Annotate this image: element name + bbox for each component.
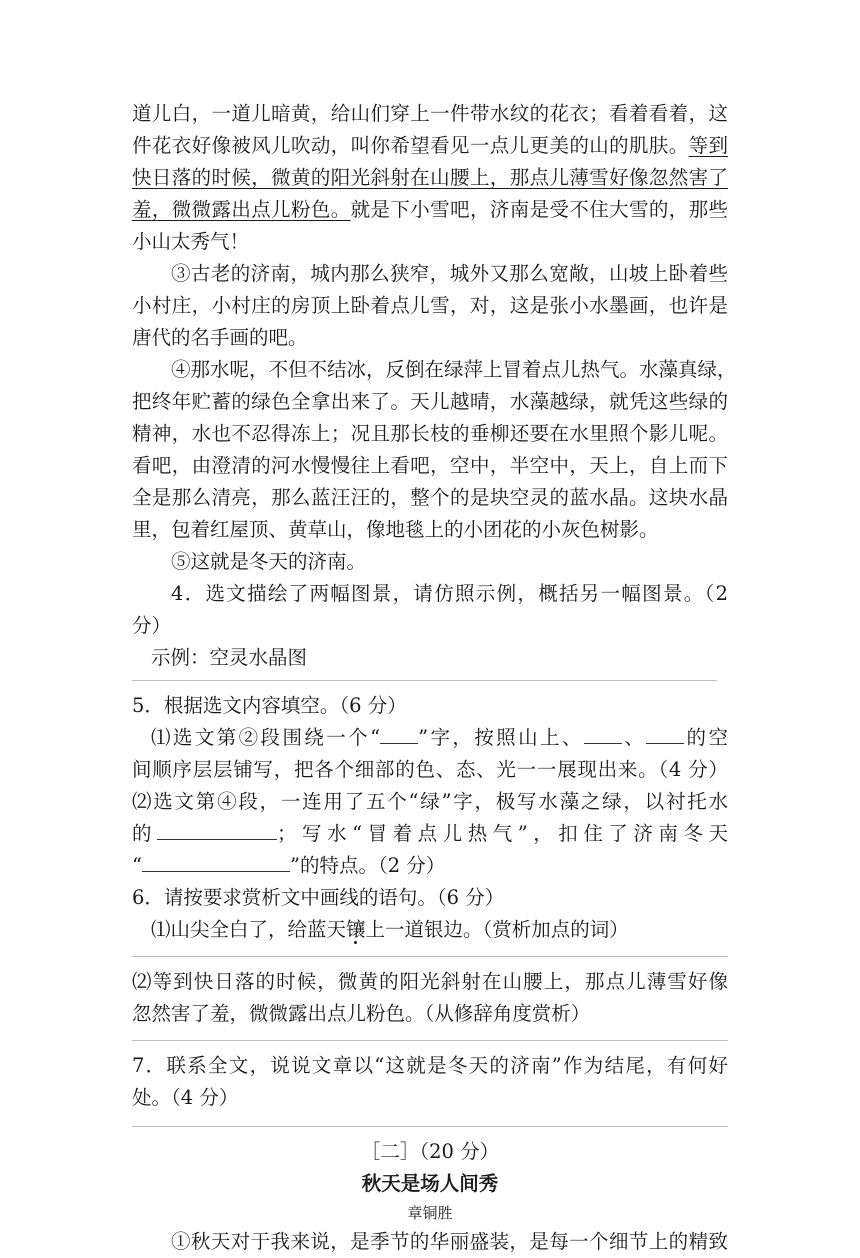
question-5-2-line-3 [132,850,728,882]
paragraph-2-line-1: 道儿白，一道儿暗黄，给山们穿上一件带水纹的花衣；看着看着，这 [132,102,728,125]
paragraph-4-line-1: ④那水呢，不但不结冰，反倒在绿萍上冒着点儿热气。水藻真绿， [171,358,737,381]
article-author: 章铜胜 [407,1204,453,1222]
dotted-word: 镶 [346,918,366,941]
fill-blank[interactable] [157,819,277,840]
question-5-title: 5．根据选文内容填空。（6 分） [132,694,407,717]
paragraph-4-line-5: 全是那么清亮，那么蓝汪汪的，整个的是块空灵的蓝水晶。这块水晶 [132,486,728,509]
text-span: “ [132,854,142,877]
question-6-1 [132,914,728,946]
section-divider [132,1126,728,1127]
text-span: ”的特点。（2 分） [289,854,446,877]
text-span: 的空 [684,726,728,749]
question-5-1-line-1 [132,722,728,754]
article-paragraph-1-line-1: ①秋天对于我来说，是季节的华丽盛装，是每一个细节上的精致 [171,1230,728,1253]
paragraph-3-line-2: 小村庄，小村庄的房顶上卧着点儿雪，对，这是张小水墨画，也许是 [132,294,728,317]
answer-line[interactable] [132,680,717,681]
fill-blank[interactable] [646,723,684,744]
question-6-2-line-2: 忽然害了羞，微微露出点儿粉色。（从修辞角度赏析） [132,1002,591,1025]
paragraph-4-line-2: 把终年贮蓄的绿色全拿出来了。天儿越晴，水藻越绿，就凭这些绿的 [132,390,728,413]
underlined-sentence-start: 等到 [688,134,728,157]
paragraph-4-line-3: 精神，水也不忍得冻上；况且那长枝的垂柳还要在水里照个影儿呢。 [132,422,728,445]
text-span: 件花衣好像被风儿吹动，叫你希望看见一点儿更美的山的肌肤。 [132,134,689,157]
paragraph-2-line-2 [132,130,728,162]
paragraph-4-line-6: 里，包着红屋顶、黄草山，像地毯上的小团花的小灰色树影。 [132,518,659,541]
question-6-title: 6．请按要求赏析文中画线的语句。（6 分） [132,886,505,909]
fill-blank[interactable] [584,723,622,744]
paragraph-2-line-3 [132,162,728,194]
paragraph-3-line-1: ③古老的济南，城内那么狭窄，城外又那么宽敞，山坡上卧着些 [171,262,728,285]
fill-blank[interactable] [380,723,418,744]
text-span: ”字，按照山上、 [418,726,584,749]
question-5-2-line-2 [132,818,728,850]
fill-blank[interactable] [142,851,290,872]
paragraph-2-line-5: 小山太秀气！ [132,230,250,253]
text-span: ⑴选文第②段围绕一个“ [151,726,381,749]
question-6-2-line-1: ⑵等到快日落的时候，微黄的阳光斜射在山腰上，那点儿薄雪好像 [132,970,728,993]
underlined-sentence: 快日落的时候，微黄的阳光斜射在山腰上，那点儿薄雪好像忽然害了 [132,166,728,189]
underlined-sentence-end: 羞，微微露出点儿粉色。 [132,198,351,221]
text-span: 、 [621,726,647,749]
question-4-line-2: 分） [132,614,172,637]
paragraph-3-line-3: 唐代的名手画的吧。 [132,326,308,349]
paragraph-2-line-4 [132,194,728,226]
answer-line[interactable] [132,956,728,957]
question-5-2-line-1: ⑵选文第④段，一连用了五个“绿”字，极写水藻之绿，以衬托水 [132,790,728,813]
text-span: 就是下小雪吧，济南是受不住大雪的，那些 [350,198,728,221]
text-span: 上一道银边。（赏析加点的词） [365,918,629,941]
text-span: 的 [132,822,158,845]
text-span: ⑴山尖全白了，给蓝天 [151,918,347,941]
question-7-line-2: 处。（4 分） [132,1086,239,1109]
paragraph-5-line-1: ⑤这就是冬天的济南。 [171,550,367,573]
text-span: ；写水“冒着点儿热气”，扣住了济南冬天 [277,822,728,845]
section-2-heading: ［二］（20 分） [360,1140,500,1163]
paragraph-4-line-4: 看吧，由澄清的河水慢慢往上看吧，空中，半空中，天上，自上而下 [132,454,728,477]
question-5-1-line-2: 间顺序层层铺写，把各个细部的色、态、光一一展现出来。（4 分） [132,758,728,781]
answer-line[interactable] [132,1040,728,1041]
question-4-line-1: 4．选文描绘了两幅图景，请仿照示例，概括另一幅图景。（2 [171,582,728,605]
question-7-line-1: 7．联系全文，说说文章以“这就是冬天的济南”作为结尾，有何好 [132,1054,728,1077]
question-4-example: 示例：空灵水晶图 [151,646,308,669]
article-title: 秋天是场人间秀 [361,1172,499,1195]
document-page [132,98,737,1258]
